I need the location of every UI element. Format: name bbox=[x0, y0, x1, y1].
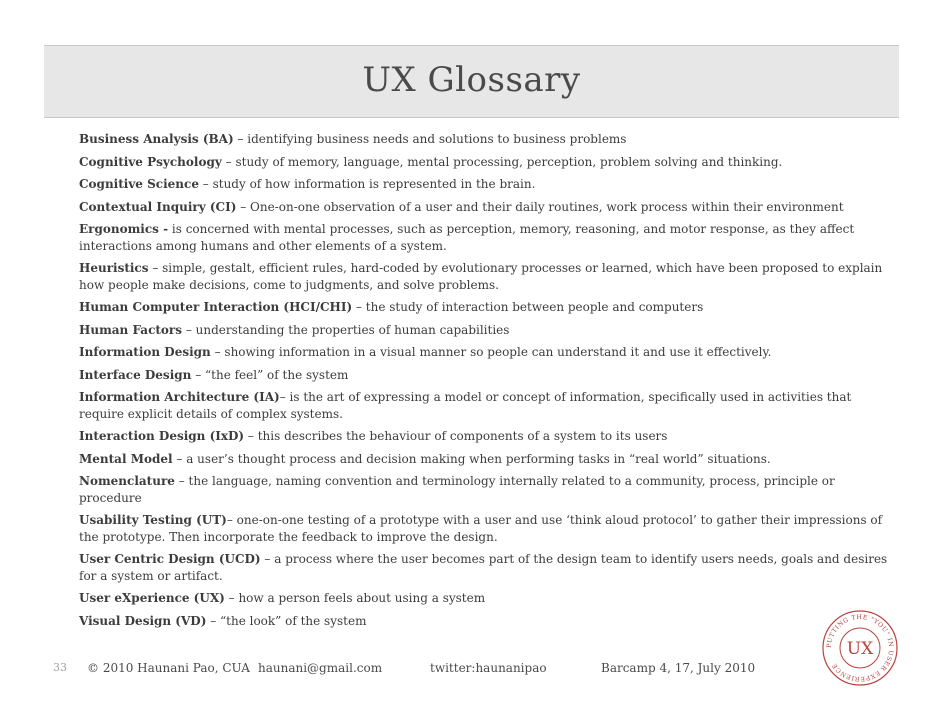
glossary-entry bbox=[79, 260, 889, 293]
glossary-definition: – “the feel” of the system bbox=[191, 367, 349, 382]
glossary-definition: – understanding the properties of human capabilities bbox=[182, 322, 510, 337]
glossary-term: Cognitive Science bbox=[79, 177, 199, 191]
footer-event: Barcamp 4, 17, July 2010 bbox=[601, 661, 756, 675]
glossary-entry bbox=[79, 613, 889, 630]
glossary-entry bbox=[79, 512, 889, 545]
glossary-entry bbox=[79, 428, 889, 445]
glossary-entry bbox=[79, 344, 889, 361]
glossary-term: Information Architecture (IA) bbox=[79, 390, 280, 404]
glossary-term: Interaction Design (IxD) bbox=[79, 429, 245, 443]
glossary-definition: is concerned with mental processes, such as perception, memory, reasoning, and motor response, as they affect interactions among humans and other elements of a system. bbox=[79, 222, 855, 253]
glossary-entry bbox=[79, 221, 889, 254]
glossary-term: Mental Model bbox=[79, 451, 173, 466]
glossary-entry bbox=[79, 199, 889, 216]
glossary-definition: – is the art of expressing a model or concept of information, specifically used in activities that require explicit details of complex systems. bbox=[79, 390, 852, 421]
glossary-term: Business Analysis (BA) bbox=[79, 132, 234, 146]
glossary-definition: – how a person feels about using a system bbox=[224, 591, 486, 605]
glossary-term: Ergonomics - bbox=[79, 222, 169, 236]
glossary-definition: – a user’s thought process and decision making when performing tasks in “real world” situations. bbox=[172, 451, 771, 466]
glossary-term: Information Design bbox=[79, 345, 211, 359]
glossary-definition: – One-on-one observation of a user and their daily routines, work process within their environment bbox=[236, 199, 844, 214]
footer-twitter: twitter:haunanipao bbox=[430, 661, 547, 675]
glossary-definition: – a process where the user becomes part of the design team to identify users needs, goals and desires for a system or artifact. bbox=[79, 552, 888, 583]
glossary-definition: – “the look” of the system bbox=[206, 613, 367, 628]
glossary-definition: – showing information in a visual manner so people can understand it and use it effectively. bbox=[210, 345, 772, 359]
glossary-term: Cognitive Psychology bbox=[79, 154, 222, 169]
seal-center-text: UX bbox=[846, 639, 874, 659]
title-band bbox=[44, 45, 899, 118]
glossary-term: Contextual Inquiry (CI) bbox=[79, 199, 237, 214]
glossary-entry bbox=[79, 176, 889, 193]
glossary-term: Visual Design (VD) bbox=[79, 613, 207, 628]
glossary-entry bbox=[79, 551, 889, 584]
glossary-term: Human Computer Interaction (HCI/CHI) bbox=[79, 300, 353, 314]
glossary-definition: – the study of interaction between people and computers bbox=[352, 300, 704, 314]
glossary-entry bbox=[79, 299, 889, 316]
slide-title: UX Glossary bbox=[362, 60, 581, 100]
glossary-definition: – study of how information is represented in the brain. bbox=[198, 177, 536, 191]
glossary-entry bbox=[79, 367, 889, 384]
glossary-definition: – identifying business needs and solutions to business problems bbox=[233, 132, 627, 146]
glossary-entry bbox=[79, 389, 889, 422]
glossary-entry bbox=[79, 473, 889, 506]
glossary-definition: – one-on-one testing of a prototype with a user and use ‘think aloud protocol’ to gather their impressions of the prototype. Then incorporate the feedback to improve the design. bbox=[79, 513, 883, 544]
glossary-term: Human Factors bbox=[79, 322, 183, 337]
footer-copyright: © 2010 Haunani Pao, CUA bbox=[87, 661, 250, 675]
ux-seal-logo bbox=[820, 608, 900, 688]
page-number: 33 bbox=[53, 661, 67, 674]
glossary-entry bbox=[79, 154, 889, 171]
glossary-term: Interface Design bbox=[79, 367, 192, 382]
footer-email: haunani@gmail.com bbox=[258, 661, 383, 675]
glossary-term: Heuristics bbox=[79, 261, 149, 275]
seal-ring-text: PUTTING THE "YOU" IN USER EXPERIENCE bbox=[825, 613, 895, 683]
glossary-entry bbox=[79, 131, 889, 148]
glossary-term: Usability Testing (UT) bbox=[79, 513, 227, 527]
slide-footer bbox=[0, 658, 942, 682]
glossary-definition: – this describes the behaviour of components of a system to its users bbox=[244, 429, 668, 443]
glossary-definition: – simple, gestalt, efficient rules, hard-coded by evolutionary processes or learned, which have been proposed to explain how people make decisions, come to judgments, and solve problems. bbox=[79, 261, 883, 292]
glossary-term: Nomenclature bbox=[79, 474, 175, 488]
glossary-definition: – the language, naming convention and terminology internally related to a community, process, principle or procedure bbox=[79, 474, 835, 505]
glossary-definition: – study of memory, language, mental processing, perception, problem solving and thinking. bbox=[221, 154, 783, 169]
glossary-entry bbox=[79, 451, 889, 468]
glossary-term: User Centric Design (UCD) bbox=[79, 552, 261, 566]
glossary-entry bbox=[79, 590, 889, 607]
glossary-list bbox=[79, 131, 889, 635]
glossary-entry bbox=[79, 322, 889, 339]
glossary-term: User eXperience (UX) bbox=[79, 591, 225, 605]
